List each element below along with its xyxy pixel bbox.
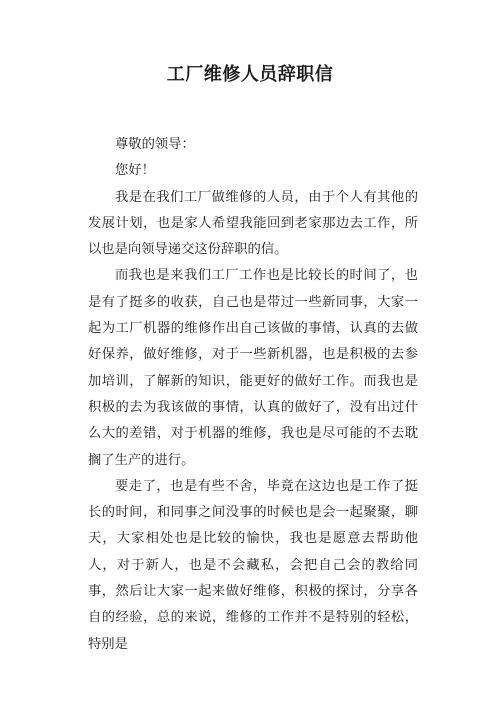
letter-body [88,132,418,658]
greeting: 您好！ [115,163,155,179]
paragraph-2: 而我也是来我们工厂工作也是比较长的时间了，也是有了挺多的收获，自己也是带过一些新同事，大家一起为工厂机器的维修作出自己该做的事情，认真的去做好保养，做好维修，对于一些新机器，也是积极的去参加培训，了解新的知识，能更好的做好工作。而我也是积极的去为我该做的事情，认真的做好了，没有出过什么大的差错，对于机器的维修，我也是尽可能的不去耽搁了生产的进行。 [88,268,418,468]
paragraph-3: 要走了，也是有些不舍，毕竟在这边也是工作了挺长的时间，和同事之间没事的时候也是会一起聚聚，聊天，大家相处也是比较的愉快，我也是愿意去帮助他人，对于新人，也是不会藏私，会把自己会的教给同事，然后让大家一起来做好维修，积极的探讨，分享各自的经验，总的来说，维修的工作并不是特别的轻松，特别是 [88,478,418,652]
paragraph-1: 我是在我们工厂做维修的人员，由于个人有其他的发展计划，也是家人希望我能回到老家那边去工作，所以也是向领导递交这份辞职的信。 [88,189,418,258]
document-title: 工厂维修人员辞职信 [166,64,334,85]
salutation: 尊敬的领导： [115,137,195,152]
